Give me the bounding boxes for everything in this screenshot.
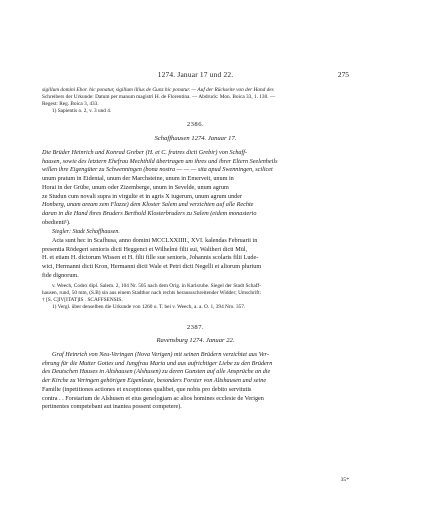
running-title: 1274. Januar 17 und 22.: [157, 70, 234, 79]
acta-2386: [42, 237, 349, 281]
top-footnote: [42, 87, 349, 115]
regest-line: des Deutschen Hauses in Altshausen (Alshusen) zu deren Gunsten auf alle Ansprüche an die: [42, 368, 271, 376]
footnote-note: 1) Sapientis o. 2, v. 3 und 4.: [52, 107, 112, 114]
place-date-2387: Ravensburg 1274. Januar 22.: [156, 337, 235, 344]
footnote-line: hausen, rund, 50 mm, (S.B) sin aus einem Stadthor nach rechts heraussschreitender Widder; Umschrift:: [42, 289, 262, 296]
regest-line: willen ihre Eigengüter zu Schwenningen (bona nostra — — — sita apud Swenningen, scilicet: [42, 166, 273, 174]
regest-line: contra . . Forstarium de Alshusen et eius genelogiam ac alios homines ecclesie de Verigen: [42, 394, 264, 402]
regest-2386: [42, 149, 349, 227]
document-number-2387: 2387.: [186, 324, 205, 331]
acta-line: fide dignorum.: [42, 271, 79, 279]
footnotes-2386: [42, 283, 349, 311]
running-header: [42, 70, 349, 82]
regest-line: hausen, sowie des letztern Ehefrau Mechthild übertragen um ihres und ihrer Eltern Seelenheils: [42, 157, 278, 165]
regest-line: pertinentes competebant aut inantea possent competere).: [42, 403, 182, 411]
footnote-line: † [S. C]IV[ITAT]IS . SCAFFSENSIS.: [42, 296, 123, 303]
regest-line: Familie (inpetitiones actiones et exceptiones qualibet, que nobis pro debito servitutis: [42, 385, 252, 393]
document-number-2386: 2386.: [186, 121, 205, 128]
regest-line: Graf Heinrich von Neu-Veringen (Nova Verigen) mit seinen Brüdern verzichtet aus Ver-: [52, 351, 269, 358]
footnote-line: Schreibers der Urkunde: Datum per manum magistri H. de Florentina. — Abdruck: Mon. Boica 33, 1. 130. —: [42, 93, 276, 100]
footnote-line: v. Weech, Codex dipl. Salem. 2, 104 Nr. 505 nach dem Orig. in Karlsruhe. Siegel der Stadt Schaff-: [52, 283, 261, 289]
footnote-line: 1) Vergl. über denselben die Urkunde von 1260 o. T. bei v. Weech, a. a. O. 1, 394 Nro. 357.: [52, 303, 246, 310]
regest-line: Horai in der Grübe, unum oder Zizemberge, unum in Sevelde, unum agrum: [42, 183, 229, 191]
regest-line: unum pratum in Eidental, unum der Marchsteine, unum in Emerveit, unum in: [42, 175, 234, 183]
footnote-line: sigillum domini Ebor. hic ponatur, sigillum illius de Gunz hic ponatur. — Auf der Rückseite von der Hand des: [42, 87, 274, 93]
acta-line: wici, Hermanni dicti Kron, Hermanni dicti Wale et Petri dicti Negelli et aliorum plurium: [42, 263, 262, 271]
page-number: 275: [337, 70, 349, 79]
regest-line: Honberg, unam aream zem Flazze) dem Kloster Salem und verzichten auf alle Rechte: [42, 201, 254, 209]
regest-line: Die Brüder Heinrich und Konrad Greber (H. et C. fratres dicti Grebir) von Schaff-: [42, 149, 248, 156]
seal-note-2386: [42, 228, 349, 237]
siegler-label: Siegler: Stadt Schaffhausen.: [52, 229, 120, 235]
regest-line: ehrung für die Mutter Gottes und Jungfrau Maria und aus aufrichtiger Liebe zu den Brüdern: [42, 359, 273, 367]
regest-2387: [42, 351, 349, 412]
acta-line: presentia Rōdegeri senioris dicti Heggenci et Wilhelmi filii sui, Waltheri dicti Mūl,: [42, 245, 248, 253]
place-date-2386: Schaffhausen 1274. Januar 17.: [154, 135, 237, 142]
regest-line: obedienti¹).: [42, 218, 71, 226]
regest-line: ze Studun cum novali supra in virgulte et in agris X iugerum, unum agrum under: [42, 192, 243, 200]
acta-line: Acta sunt hec in Scafhusa, anno domini MCCLXXIIII., XVI. kalendas Februarii in: [52, 237, 258, 244]
footnote-line: Regest: Reg. Boica 3, 433.: [42, 100, 99, 107]
acta-line: H. et etiam H. dictorum Wissen et H. filii fille sue senioris, Johannis scolaris filii Lude-: [42, 254, 259, 262]
regest-line: daran in die Hand ihres Bruders Berthold Klosterbruders zu Salem (eidem monasterio: [42, 209, 257, 217]
signature-mark: 35*: [340, 477, 349, 483]
regest-line: der Kirche zu Veringen gehörigen Eigenleute, besonders Forster von Altshausen und seine: [42, 377, 267, 385]
